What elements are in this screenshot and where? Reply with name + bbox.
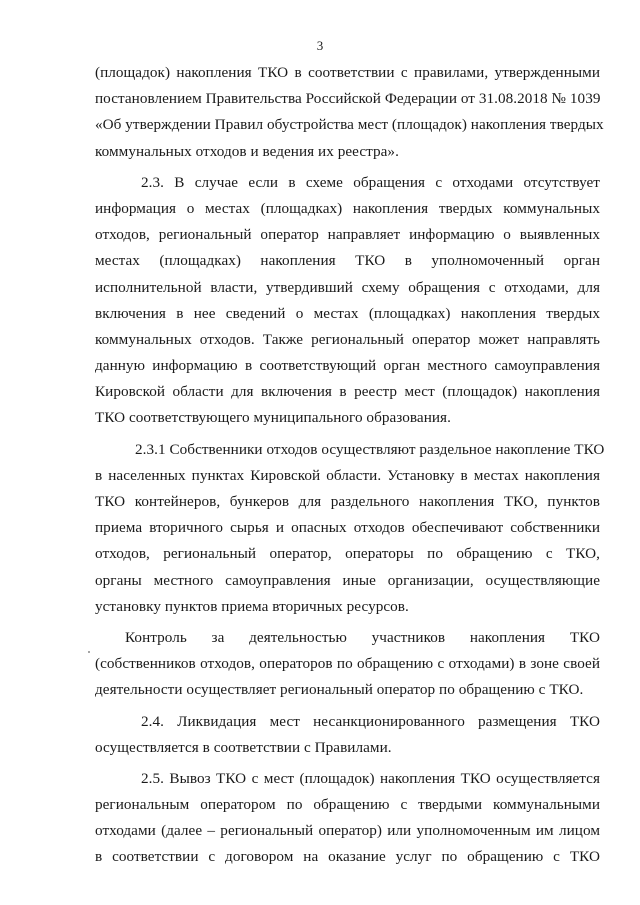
text-line: установку пунктов приема вторичных ресурсов. [95,597,409,615]
text-line: отходов, региональный оператор, операторы по обращению с ТКО, [95,545,600,563]
text-line: осуществляется в соответствии с Правилами. [95,738,392,756]
text-line: «Об утверждении Правил обустройства мест (площадок) накопления твердых [95,116,604,134]
text-line: ТКО соответствующего муниципального образования. [95,409,451,427]
text-line: местах (площадках) накопления ТКО в уполномоченный орган [95,252,600,270]
page-number: 3 [316,38,324,53]
text-line: отходами (далее – региональный оператор) или уполномоченным им лицом [95,822,600,840]
text-line: постановлением Правительства Российской Федерации от 31.08.2018 № 1039 [95,90,601,108]
document-body [95,60,605,871]
text-line: ТКО контейнеров, бункеров для раздельного накопления ТКО, пунктов [95,493,600,510]
text-line: в населенных пунктах Кировской области. Установку в местах накопления [95,466,600,484]
text-line: (площадок) накопления ТКО в соответствии с правилами, утвержденными [95,64,600,81]
text-line: (собственников отходов, операторов по обращению с отходами) в зоне своей [95,655,600,673]
text-line: в соответствии с договором на оказание услуг по обращению с ТКО [95,848,600,866]
scan-speck [88,651,90,653]
text-line: включения в нее сведений о местах (площадках) накопления твердых [95,304,600,322]
text-line: коммунальных отходов. Также региональный оператор может направлять [95,330,600,348]
text-line: деятельности осуществляет региональный оператор по обращению с ТКО. [95,681,584,699]
text-line: региональным оператором по обращению с твердыми коммунальными [95,796,600,814]
text-line: приема вторичного сырья и опасных отходов обеспечивают собственники [95,519,600,537]
text-line: 2.5. Вывоз ТКО с мест (площадок) накопления ТКО осуществляется [141,769,600,787]
text-line: 2.3.1 Собственники отходов осуществляют раздельное накопление ТКО [135,440,605,458]
text-line: коммунальных отходов и ведения их реестра». [95,142,399,160]
text-line: Кировской области для включения в реестр мест (площадок) накопления [95,383,600,401]
text-line: 2.3. В случае если в схеме обращения с отходами отсутствует [141,173,600,191]
text-line: информация о местах (площадках) накопления твердых коммунальных [95,199,600,217]
text-line: исполнительной власти, утвердивший схему обращения с отходами, для [95,278,600,296]
text-line: отходов, региональный оператор направляет информацию о выявленных [95,226,600,244]
text-line: 2.4. Ликвидация мест несанкционированного размещения ТКО [141,712,600,730]
text-line: данную информацию в соответствующий орган местного самоуправления [95,357,600,375]
text-line: Контроль за деятельностью участников накопления ТКО [125,628,600,646]
text-line: органы местного самоуправления иные организации, осуществляющие [95,571,600,589]
